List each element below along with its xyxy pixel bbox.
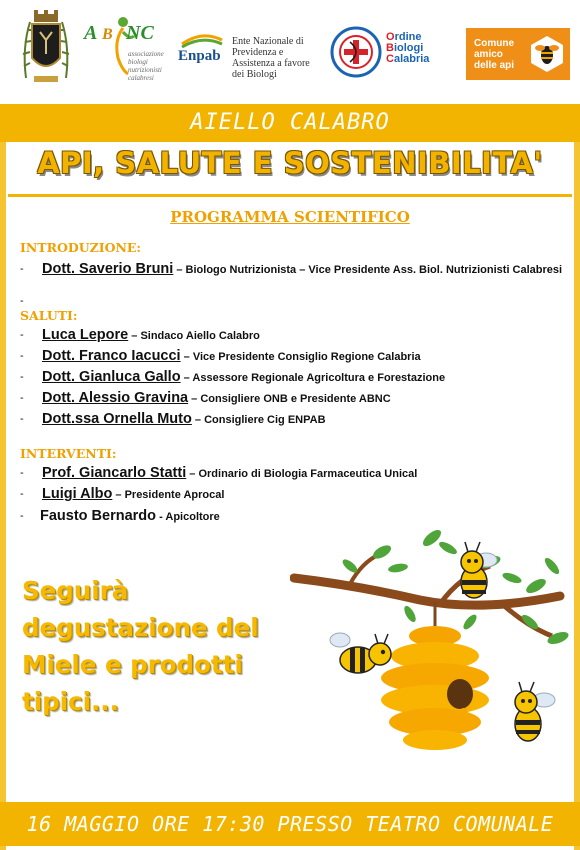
speaker-name: Dott.ssa Ornella Muto [42,411,192,427]
section-introduzione: INTRODUZIONE: [20,240,142,255]
speaker-name: Luca Lepore [42,327,129,343]
enpab-logo [178,32,226,72]
speaker-name: Fausto Bernardo [40,508,157,524]
bullet-dash: - [20,413,24,425]
enpab-swoosh-icon [180,32,224,48]
speaker-role: – Ordinario di Biologia Farmaceutica Unical [186,468,418,480]
enpab-description: Ente Nazionale di Previdenza e Assistenza a favore dei Biologi [232,36,310,80]
town-band [0,104,580,142]
bullet-dash: - [20,329,24,341]
section-saluti: SALUTI: [20,308,78,323]
speaker-role: – Assessore Regionale Agricoltura e Forestazione [180,372,446,384]
abnc-subtitle: associazione biologi nutrizionisti calabresi [128,50,164,82]
bullet-dash: - [20,467,24,479]
section-interventi: INTERVENTI: [20,446,117,461]
logo-bar [0,0,580,100]
tasting-announcement: Seguirà degustazione del Miele e prodotti tipici... [22,576,259,716]
bee-hexagon-icon [528,34,566,74]
onb-cap-c: C [386,53,394,65]
abnc-letter-a: A [84,22,98,44]
onb-wordmark [386,32,429,65]
speaker-name: Luigi Albo [42,486,113,502]
onb-word-2: iologi [393,42,424,54]
speaker-name: Dott. Saverio Bruni [42,261,174,277]
program-title: PROGRAMMA SCIENTIFICO [170,208,410,226]
speaker-role: – Biologo Nutrizionista – Vice Presidente Ass. Biol. Nutrizionisti Calabresi [173,264,563,276]
onb-word-1: rdine [394,31,422,43]
speaker-role: – Consigliere Cig ENPAB [191,414,326,426]
bullet-dash: - [20,263,24,275]
bullet-dash: - [20,295,24,307]
speaker-name: Prof. Giancarlo Statti [42,465,187,481]
bullet-dash: - [20,371,24,383]
beehive-illustration-icon [290,526,580,776]
bullet-dash: - [20,350,24,362]
speaker-role: – Vice Presidente Consiglio Regione Calabria [180,351,421,363]
speaker-role: – Sindaco Aiello Calabro [128,330,260,342]
comune-amico-api-logo [466,28,570,80]
speaker-name: Dott. Gianluca Gallo [42,369,181,385]
comune-amico-api-text: Comune amico delle api [474,38,515,71]
event-title: API, SALUTE E SOSTENIBILITA' [37,146,543,180]
title-divider [8,194,572,197]
bullet-dash: - [20,510,24,522]
speaker-name: Dott. Franco Iacucci [42,348,181,364]
date-location-band [0,802,580,846]
speaker-role: – Consigliere ONB e Presidente ABNC [188,393,391,405]
municipal-crest-icon [20,8,72,86]
onb-cap-b: B [386,42,394,54]
bullet-dash: - [20,488,24,500]
abnc-letters-nc: NC [126,22,154,44]
abnc-letter-b: B [102,26,113,43]
town-name: AIELLO CALABRO [190,110,390,135]
speaker-role: – Presidente Aprocal [112,489,225,501]
abnc-logo [84,16,172,80]
date-location-text: 16 MAGGIO ORE 17:30 PRESSO TEATRO COMUNALE [26,812,554,836]
enpab-wordmark: Enpab [178,48,221,64]
onb-seal-icon [330,26,382,78]
speaker-role: - Apicoltore [156,511,220,523]
onb-cap-o: O [386,31,395,43]
speaker-name: Dott. Alessio Gravina [42,390,189,406]
bullet-dash: - [20,392,24,404]
onb-word-3: alabria [393,53,430,65]
